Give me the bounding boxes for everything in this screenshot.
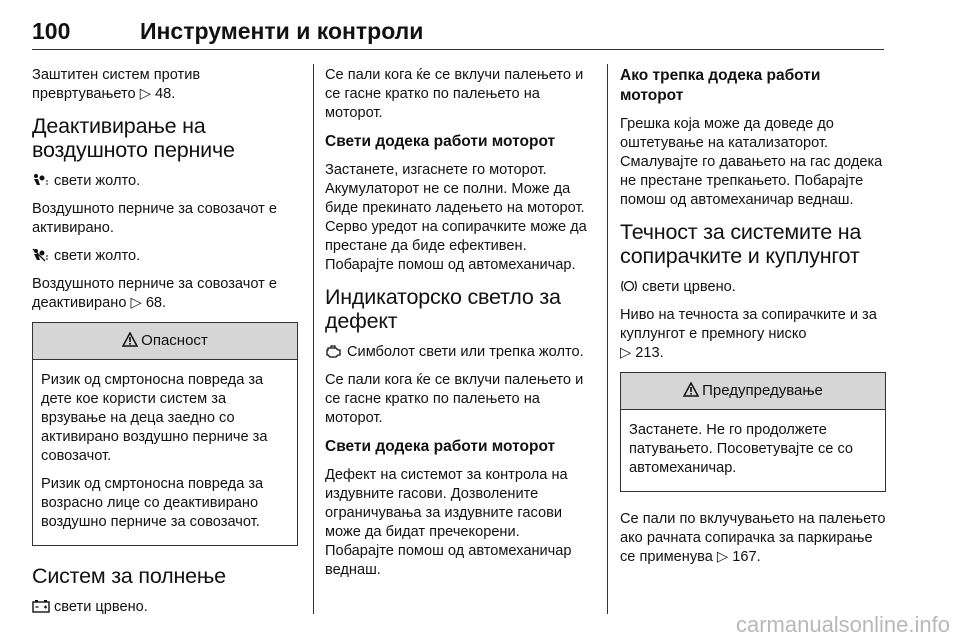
section-heading: Индикаторско светло за дефект <box>325 285 561 333</box>
page-header <box>32 12 884 50</box>
paragraph <box>32 598 298 617</box>
paragraph: Дефект на системот за контрола на издувните гасови. Дозволените ограничувања за издувните гасови може да бидат пречекорени. Побарајте помош од автомеханичар веднаш. <box>325 467 572 578</box>
paragraph: Воздушното перниче за совозачот е деактивирано ▷ 68. <box>32 276 277 311</box>
danger-box-header <box>33 323 297 360</box>
chapter-title: Инструменти и контроли <box>140 18 424 44</box>
paragraph: Се пали кога ќе се вклучи палењето и се гасне кратко по палењето на моторот. <box>325 372 584 426</box>
brake-fluid-icon <box>620 279 638 293</box>
warning-box-header <box>621 373 885 410</box>
paragraph: Застанете, изгаснете го моторот. Акумулаторот не се полни. Може да биде прекинато ладењето на моторот. Серво уредот на сопирачките може да престане да биде ефективен. Побарајте помош од автомеханичар. <box>325 162 587 273</box>
danger-box-body <box>33 360 297 545</box>
column-3 <box>620 66 886 576</box>
paragraph: Воздушното перниче за совозачот е активирано. <box>32 201 277 236</box>
column-2 <box>325 66 591 589</box>
airbag-off-icon <box>32 248 50 262</box>
page-reference[interactable]: 48. <box>155 86 176 102</box>
paragraph: Грешка која може да доведе до оштетување на катализаторот. Смалувајте го давањето на гас додека не престане трепкањето. Побарајте помош од автомеханичар веднаш. <box>620 116 883 208</box>
battery-icon <box>32 599 50 613</box>
paragraph: Се пали по вклучувањето на палењето ако рачната сопирачка за паркирање се применува ▷ 167. <box>620 511 886 565</box>
warning-box-body <box>621 410 885 491</box>
reference-arrow-icon: ▷ <box>139 86 151 102</box>
page-reference[interactable]: 68. <box>145 295 167 311</box>
paragraph <box>325 343 591 362</box>
airbag-on-icon <box>32 173 50 187</box>
danger-title: Опасност <box>141 332 208 349</box>
paragraph <box>32 247 298 266</box>
reference-arrow-icon: ▷ <box>130 295 142 311</box>
section-heading: Деактивирање на воздушното перниче <box>32 114 235 162</box>
warning-triangle-icon <box>122 325 138 340</box>
reference-arrow-icon: ▷ <box>620 345 632 361</box>
header-rule <box>32 49 884 50</box>
column-divider-2 <box>607 64 608 614</box>
paragraph: Ниво на течноста за сопирачките и за куплунгот е премногу ниско ▷ 213. <box>620 307 877 361</box>
subsection-heading: Свети додека работи моторот <box>325 438 556 455</box>
reference-arrow-icon: ▷ <box>716 549 729 565</box>
paragraph: Заштитен систем против превртувањето ▷ 48. <box>32 67 201 102</box>
status-text: свети црвено. <box>54 599 148 615</box>
page-reference[interactable]: 167. <box>732 549 761 565</box>
paragraph: Се пали кога ќе се вклучи палењето и се гасне кратко по палењето на моторот. <box>325 67 584 121</box>
subsection-heading: Ако трепка додека работи моторот <box>620 67 821 104</box>
page-reference[interactable]: 213. <box>635 345 664 361</box>
paragraph: Застанете. Не го продолжете патувањето. Посоветувајте се со автомеханичар. <box>629 422 854 476</box>
watermark: carmanualsonline.info <box>735 612 950 637</box>
warning-triangle-icon <box>683 375 699 390</box>
subsection-heading: Свети додека работи моторот <box>325 133 556 150</box>
paragraph: Ризик од смртоносна повреда за возрасно лице со деактивирано воздушно перниче за совозачот. <box>41 476 264 530</box>
paragraph: Ризик од смртоносна повреда за дете кое користи систем за врзување на деца заедно со активирано воздушно перниче за совозачот. <box>41 372 268 464</box>
page-number: 100 <box>32 18 71 44</box>
paragraph <box>620 278 886 297</box>
paragraph <box>32 172 298 191</box>
column-divider-1 <box>313 64 314 614</box>
status-text: свети црвено. <box>642 279 736 295</box>
danger-box <box>32 322 298 546</box>
section-heading: Течност за системите на сопирачките и куплунгот <box>620 220 862 268</box>
status-text: Симболот свети или трепка жолто. <box>347 344 584 360</box>
warning-title: Предупредување <box>702 382 823 399</box>
status-text: свети жолто. <box>54 173 141 189</box>
engine-icon <box>325 344 343 358</box>
column-1 <box>32 66 298 626</box>
status-text: свети жолто. <box>54 248 141 264</box>
warning-box <box>620 372 886 492</box>
section-heading: Систем за полнење <box>32 564 226 588</box>
